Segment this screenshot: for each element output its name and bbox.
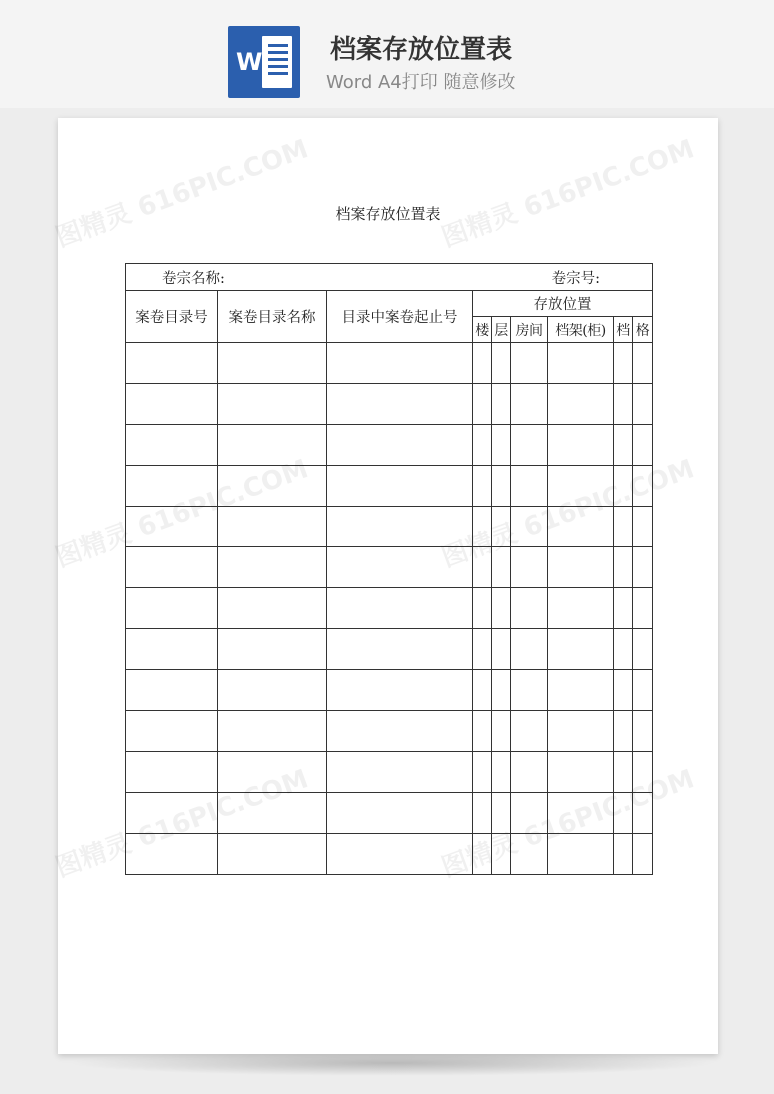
table-cell (473, 711, 492, 752)
table-cell (633, 466, 652, 507)
table-cell (548, 629, 614, 670)
table-cell (473, 629, 492, 670)
table-cell (548, 711, 614, 752)
storage-table (125, 263, 653, 875)
table-cell (327, 752, 473, 793)
table-cell (633, 670, 652, 711)
table-cell (218, 834, 327, 875)
table-cell (614, 793, 633, 834)
table-cell (327, 384, 473, 425)
table-cell (633, 629, 652, 670)
table-cell (511, 466, 548, 507)
table-cell (548, 425, 614, 466)
table-cell (126, 466, 218, 507)
table-cell (633, 425, 652, 466)
table-cell (548, 752, 614, 793)
table-cell (327, 343, 473, 384)
table-cell (218, 425, 327, 466)
table-cell (614, 425, 633, 466)
header-catalog-name: 案卷目录名称 (218, 291, 327, 343)
banner-title: 档案存放位置表 (330, 35, 513, 65)
table-cell (633, 834, 652, 875)
table-cell (327, 547, 473, 588)
table-cell (633, 793, 652, 834)
word-logo-letter: W (236, 48, 263, 76)
table-cell (473, 425, 492, 466)
table-cell (614, 834, 633, 875)
table-cell (511, 711, 548, 752)
table-cell (218, 752, 327, 793)
table-cell (548, 343, 614, 384)
table-cell (511, 793, 548, 834)
header-room: 房间 (511, 317, 548, 343)
table-cell (126, 711, 218, 752)
watermark: 图精灵 616PIC.COM (437, 454, 699, 574)
header-building: 楼 (473, 317, 492, 343)
table-cell (126, 793, 218, 834)
table-cell (633, 547, 652, 588)
header-storage-location: 存放位置 (473, 291, 652, 317)
table-cell (218, 547, 327, 588)
table-cell (614, 670, 633, 711)
table-cell (511, 670, 548, 711)
table-cell (511, 752, 548, 793)
table-cell (126, 425, 218, 466)
table-cell (614, 343, 633, 384)
table-cell (327, 425, 473, 466)
table-cell (511, 834, 548, 875)
table-cell (633, 343, 652, 384)
table-cell (633, 507, 652, 548)
table-cell (126, 629, 218, 670)
table-cell (492, 793, 511, 834)
table-cell (492, 343, 511, 384)
watermark: 图精灵 616PIC.COM (51, 764, 313, 884)
table-cell (473, 384, 492, 425)
table-cell (218, 588, 327, 629)
banner-subtitle: Word A4打印 随意修改 (326, 72, 516, 93)
watermark: 图精灵 616PIC.COM (437, 764, 699, 884)
table-cell (511, 629, 548, 670)
volume-name-label: 卷宗名称: (162, 270, 225, 287)
document-title: 档案存放位置表 (335, 205, 441, 223)
table-cell (218, 711, 327, 752)
table-cell (473, 507, 492, 548)
header-compartment: 格 (633, 317, 652, 343)
header-catalog-number: 案卷目录号 (126, 291, 218, 343)
table-cell (614, 588, 633, 629)
header-floor: 层 (492, 317, 511, 343)
table-cell (218, 466, 327, 507)
table-cell (548, 507, 614, 548)
table-cell (473, 547, 492, 588)
table-cell (614, 547, 633, 588)
table-cell (473, 670, 492, 711)
table-cell (327, 629, 473, 670)
table-cell (327, 793, 473, 834)
table-cell (327, 588, 473, 629)
watermark: 图精灵 616PIC.COM (51, 134, 313, 254)
table-cell (614, 507, 633, 548)
table-cell (614, 711, 633, 752)
table-cell (614, 629, 633, 670)
table-cell (218, 670, 327, 711)
table-cell (473, 834, 492, 875)
table-cell (327, 507, 473, 548)
table-cell (548, 547, 614, 588)
table-cell (614, 466, 633, 507)
table-cell (492, 547, 511, 588)
volume-number-label: 卷宗号: (551, 270, 600, 287)
table-cell (327, 466, 473, 507)
table-cell (492, 711, 511, 752)
table-cell (126, 588, 218, 629)
table-cell (492, 834, 511, 875)
document-lines-icon (262, 36, 292, 88)
watermark: 图精灵 616PIC.COM (437, 134, 699, 254)
table-cell (633, 752, 652, 793)
table-cell (327, 670, 473, 711)
table-cell (492, 466, 511, 507)
table-cell (218, 384, 327, 425)
table-cell (218, 793, 327, 834)
header-file-range: 目录中案卷起止号 (327, 291, 473, 343)
document-page (51, 118, 718, 1054)
table-cell (473, 466, 492, 507)
table-cell (511, 507, 548, 548)
table-cell (473, 343, 492, 384)
table-cell (126, 384, 218, 425)
watermark: 图精灵 616PIC.COM (51, 454, 313, 574)
table-cell (218, 629, 327, 670)
table-cell (548, 384, 614, 425)
table-cell (548, 834, 614, 875)
table-cell (548, 670, 614, 711)
table-cell (327, 711, 473, 752)
table-cell (492, 384, 511, 425)
header-shelf: 档架(柜) (548, 317, 614, 343)
table-cell (614, 752, 633, 793)
table-cell (126, 343, 218, 384)
table-cell (492, 588, 511, 629)
table-cell (492, 752, 511, 793)
table-cell (511, 547, 548, 588)
table-cell (126, 834, 218, 875)
table-cell (511, 343, 548, 384)
table-cell (614, 384, 633, 425)
header-banner (0, 0, 774, 108)
table-cell (473, 588, 492, 629)
table-cell (126, 752, 218, 793)
table-cell (511, 384, 548, 425)
table-cell (511, 425, 548, 466)
table-cell (218, 507, 327, 548)
table-cell (548, 588, 614, 629)
table-cell (492, 425, 511, 466)
table-cell (492, 507, 511, 548)
table-cell (327, 834, 473, 875)
table-cell (492, 670, 511, 711)
table-cell (473, 752, 492, 793)
header-tier: 档 (614, 317, 633, 343)
table-cell (492, 629, 511, 670)
table-cell (511, 588, 548, 629)
table-cell (633, 384, 652, 425)
table-cell (126, 547, 218, 588)
word-logo-icon (228, 26, 300, 98)
table-cell (548, 793, 614, 834)
table-cell (473, 793, 492, 834)
table-cell (126, 670, 218, 711)
table-cell (548, 466, 614, 507)
table-cell (126, 507, 218, 548)
table-cell (218, 343, 327, 384)
table-cell (633, 588, 652, 629)
table-cell (633, 711, 652, 752)
table-info-row (126, 264, 652, 291)
